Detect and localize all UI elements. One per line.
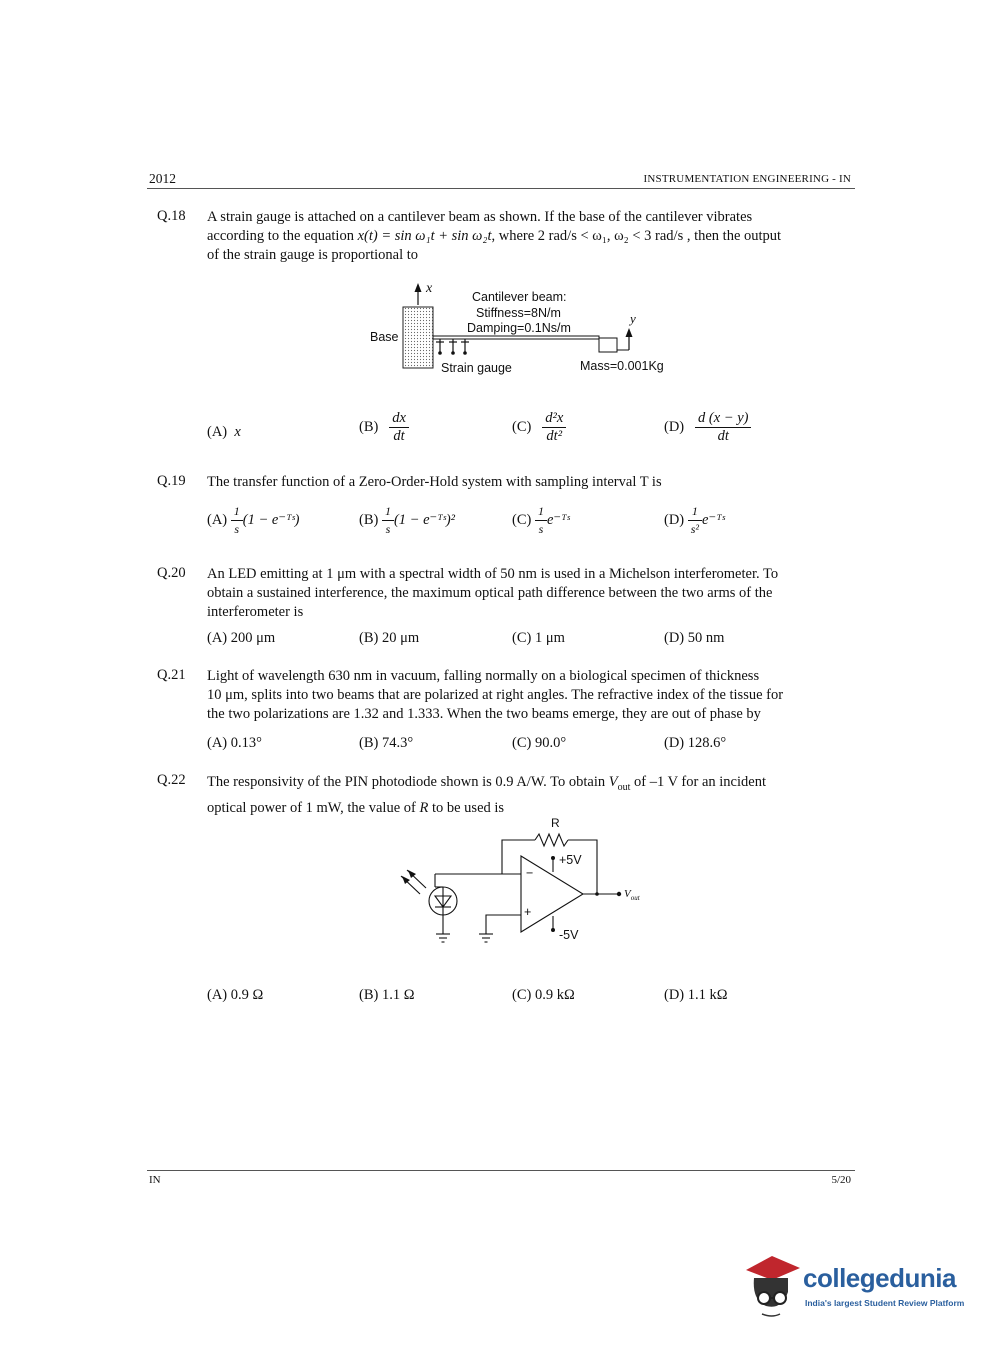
inverting-input-label: −: [526, 866, 534, 880]
header-divider: [147, 188, 855, 189]
q18-line3: of the strain gauge is proportional to: [207, 247, 419, 263]
x-label: x: [426, 281, 433, 296]
q18-line1: A strain gauge is attached on a cantilever beam as shown. If the base of the cantilever vibrates: [207, 209, 753, 225]
q20-option-b: (B) 20 μm: [359, 630, 420, 646]
y-label: y: [630, 311, 636, 326]
q20-option-a: (A) 200 μm: [207, 630, 276, 646]
q20-option-d: (D) 50 nm: [664, 630, 725, 646]
q19-option-c: (C) $\frac{1}{s}$ e⁻ᵀˢ: [512, 504, 570, 536]
q18-number: Q.18: [157, 208, 186, 224]
q20-text: An LED emitting at 1 μm with a spectral width of 50 nm is used in a Michelson interferometer. To obtain a sustained interference, the maximum optical path difference between the two arms of the interferometer is: [207, 566, 779, 620]
collegedunia-logo-icon: [742, 1248, 804, 1320]
noninverting-input-label: +: [524, 905, 532, 919]
q21-text: Light of wavelength 630 nm in vacuum, falling normally on a biological specimen of thickness 10 μm, splits into two beams that are polarized at right angles. The refractive index of the tissue for the two polarizations are 1.32 and 1.333. When the two beams emerge, they are out of phase by: [207, 668, 784, 722]
base-label: Base: [370, 330, 399, 344]
beam-title: Cantilever beam:: [472, 290, 567, 304]
q19-option-b: (B) $\frac{1}{s}$ (1 − e⁻ᵀˢ)²: [359, 504, 456, 536]
header-year: 2012: [149, 171, 176, 186]
footer-code: IN: [149, 1174, 161, 1186]
q19-text: The transfer function of a Zero-Order-Hold system with sampling interval T is: [207, 474, 662, 490]
x-arrow-head: [415, 283, 422, 292]
beam-stiffness: Stiffness=8N/m: [476, 306, 561, 320]
resistor-label: R: [551, 816, 560, 830]
q19-option-a: (A) $\frac{1}{s}$ (1 − e⁻ᵀˢ): [207, 504, 300, 536]
q20-number: Q.20: [157, 565, 186, 581]
q18-equation: x(t) = sin ω₁t + sin ω₂t: [357, 228, 492, 244]
q22-number: Q.22: [157, 772, 186, 788]
logo-name: collegedunia: [803, 1263, 956, 1293]
q20-option-c: (C) 1 μm: [512, 630, 565, 646]
resistor-icon: [535, 834, 568, 846]
strain-gauge-icon: [436, 339, 469, 352]
q21-option-a: (A) 0.13°: [207, 735, 262, 751]
q19-option-d: (D) $\frac{1}{\text{s²}}$ e⁻ᵀˢ: [664, 504, 725, 536]
q18-option-b: (B) $\frac{dx}{dt}$: [359, 410, 409, 445]
q18-option-d: (D) $\frac{d (x - y)}{dt}$: [664, 410, 751, 445]
logo-tagline: India's largest Student Review Platform: [805, 1298, 965, 1308]
q18-option-c: (C) $\frac{\text{d²x}}{\text{dt²}}$: [512, 410, 566, 445]
y-arrow-head: [626, 328, 633, 337]
base-block: [403, 307, 433, 368]
q19-number: Q.19: [157, 473, 186, 489]
q18-line2: according to the equation x(t) = sin ω₁t + sin ω₂t, where 2 rad/s < ω₁, ω₂ < 3 rad/s , then the output: [207, 228, 782, 244]
vout-label: $V_{out}$: [624, 888, 640, 903]
q21-number: Q.21: [157, 667, 186, 683]
cantilever-beam: [433, 336, 599, 339]
footer-divider: [147, 1170, 855, 1171]
q22-option-d: (D) 1.1 kΩ: [664, 987, 728, 1003]
q22-option-b: (B) 1.1 Ω: [359, 987, 415, 1003]
q22-option-c: (C) 0.9 kΩ: [512, 987, 575, 1003]
mass-block: [599, 338, 617, 352]
q21-option-b: (B) 74.3°: [359, 735, 414, 751]
q21-option-d: (D) 128.6°: [664, 735, 727, 751]
beam-damping: Damping=0.1Ns/m: [467, 321, 571, 335]
q22-option-a: (A) 0.9 Ω: [207, 987, 264, 1003]
mass-label: Mass=0.001Kg: [580, 359, 664, 373]
q18-text: [207, 208, 842, 265]
feedback-wire-right: [568, 840, 597, 894]
q21-option-c: (C) 90.0°: [512, 735, 567, 751]
q22-text: The responsivity of the PIN photodiode shown is 0.9 A/W. To obtain $V_{out}$ of –1 V for an incident optical power of 1 mW, the value of R to be used is: [207, 774, 766, 816]
photodiode-circuit: [395, 812, 665, 952]
q18-option-a: (A) x: [207, 424, 241, 440]
plus5v-label: +5V: [559, 853, 582, 867]
header-subject: INSTRUMENTATION ENGINEERING - IN: [643, 173, 851, 185]
ground-icon: [436, 934, 493, 942]
strain-gauge-label: Strain gauge: [441, 361, 512, 375]
footer-page: 5/20: [831, 1174, 851, 1186]
minus5v-label: -5V: [559, 928, 579, 942]
